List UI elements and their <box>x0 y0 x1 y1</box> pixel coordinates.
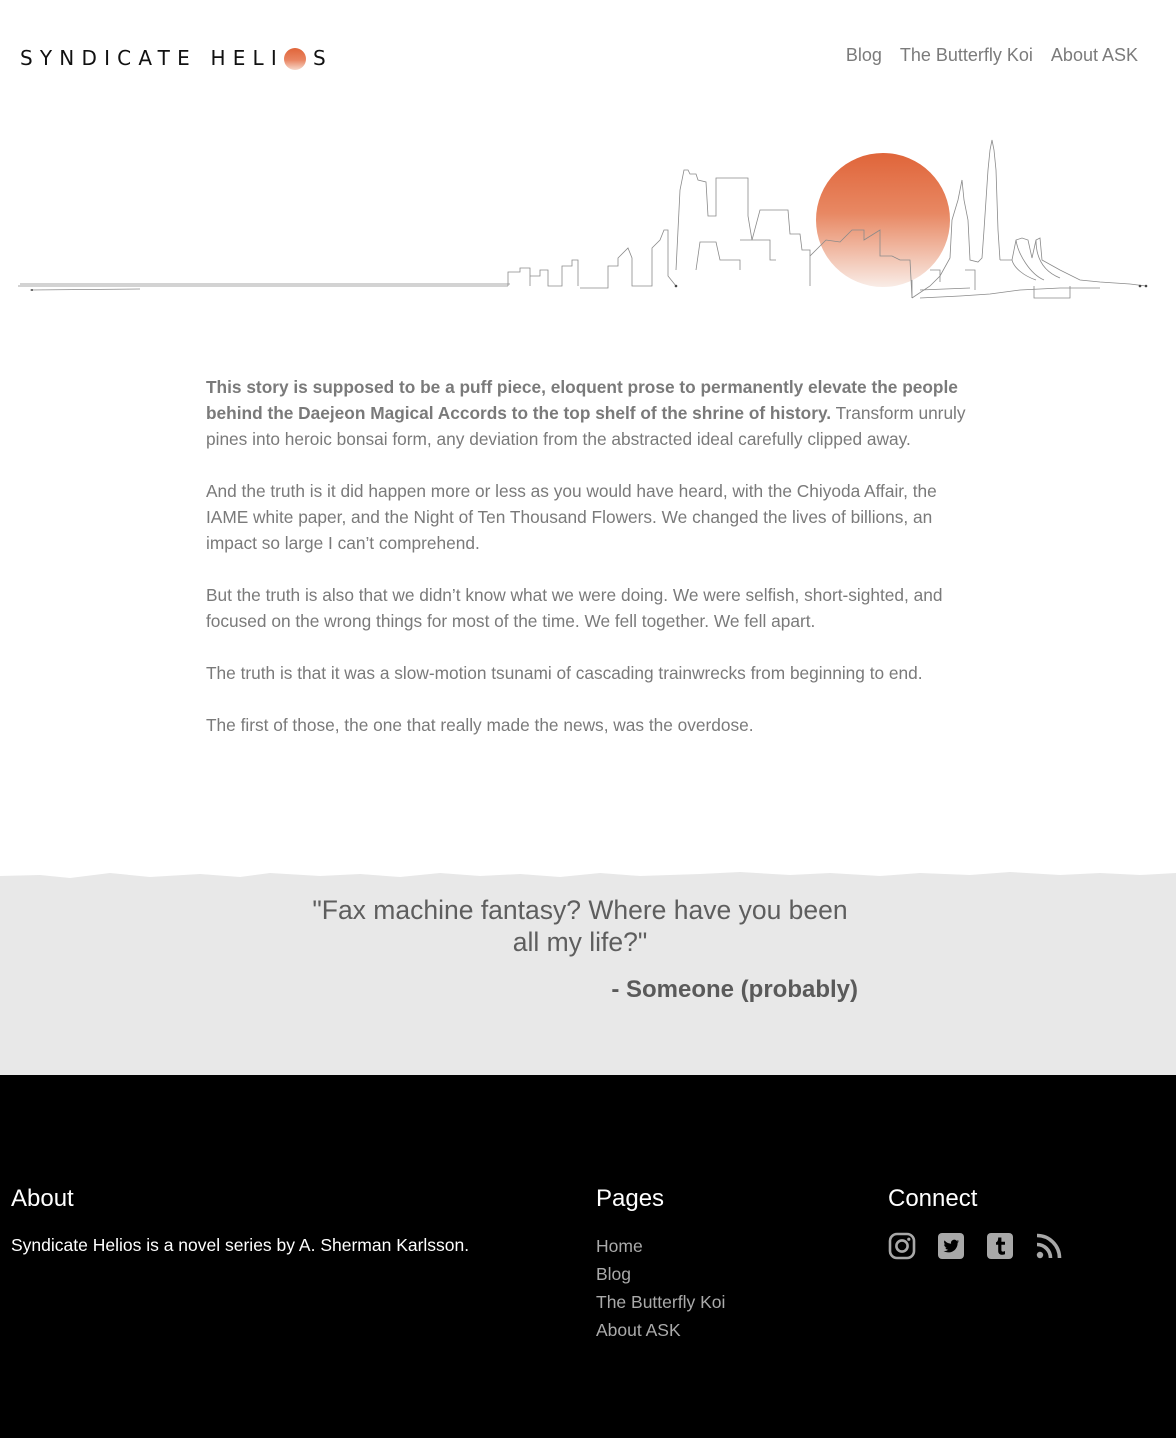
testimonial-author: - Someone (probably) <box>611 976 858 1003</box>
story-paragraph-1 <box>206 374 978 452</box>
nav-about-ask[interactable]: About ASK <box>1050 45 1138 65</box>
story-paragraph-5: The first of those, the one that really made the news, was the overdose. <box>206 715 754 735</box>
tumblr-icon[interactable] <box>986 1232 1014 1260</box>
testimonial-quote: "Fax machine fantasy? Where have you been all my life?" <box>312 895 848 957</box>
footer-link-home[interactable]: Home <box>596 1236 643 1256</box>
footer-about-heading: About <box>11 1185 74 1212</box>
footer-link-blog[interactable]: Blog <box>596 1264 632 1284</box>
story-intro-rest: Transform unruly pines into heroic bonsai form, any deviation from the abstracted ideal carefully clipped away. <box>206 403 966 449</box>
story-excerpt <box>206 374 978 764</box>
main-nav <box>846 45 1138 66</box>
logo-sun-icon <box>284 48 306 70</box>
footer-about <box>11 1184 571 1258</box>
footer-connect-heading: Connect <box>888 1185 978 1212</box>
logo-text-end: S <box>313 46 333 70</box>
footer-about-text: Syndicate Helios is a novel series by A. Sherman Karlsson. <box>11 1235 470 1255</box>
story-paragraph-4: The truth is that it was a slow-motion tsunami of cascading trainwrecks from beginning to end. <box>206 663 923 683</box>
social-links <box>888 1232 1148 1260</box>
footer-connect <box>888 1184 1148 1260</box>
sun-icon <box>816 153 950 287</box>
instagram-icon[interactable] <box>888 1232 916 1260</box>
footer-link-butterfly-koi[interactable]: The Butterfly Koi <box>596 1292 726 1312</box>
story-paragraph-2: And the truth is it did happen more or less as you would have heard, with the Chiyoda Affair, the IAME white paper, and the Night of Ten Thousand Flowers. We changed the lives of billions, an impact so large I can’t comprehend. <box>206 481 937 553</box>
skyline-sun-illustration <box>0 130 1176 310</box>
logo-text-start: SYNDICATE HELI <box>20 46 284 70</box>
story-paragraph-3: But the truth is also that we didn’t know what we were doing. We were selfish, short-sighted, and focused on the wrong things for most of the time. We fell together. We fell apart. <box>206 585 943 631</box>
footer-link-about-ask[interactable]: About ASK <box>596 1320 681 1340</box>
site-logo[interactable] <box>20 44 333 72</box>
nav-blog[interactable]: Blog <box>845 45 882 65</box>
footer-pages <box>596 1184 856 1344</box>
footer-pages-heading: Pages <box>596 1185 665 1212</box>
rss-icon[interactable] <box>1035 1232 1063 1260</box>
nav-butterfly-koi[interactable]: The Butterfly Koi <box>899 45 1033 65</box>
footer-pages-list <box>596 1232 856 1344</box>
site-header <box>0 0 1176 115</box>
twitter-icon[interactable] <box>937 1232 965 1260</box>
story-intro-bold: This story is supposed to be a puff piece, eloquent prose to permanently elevate the people behind the Daejeon Magical Accords to the top shelf of the shrine of history. <box>206 377 958 423</box>
